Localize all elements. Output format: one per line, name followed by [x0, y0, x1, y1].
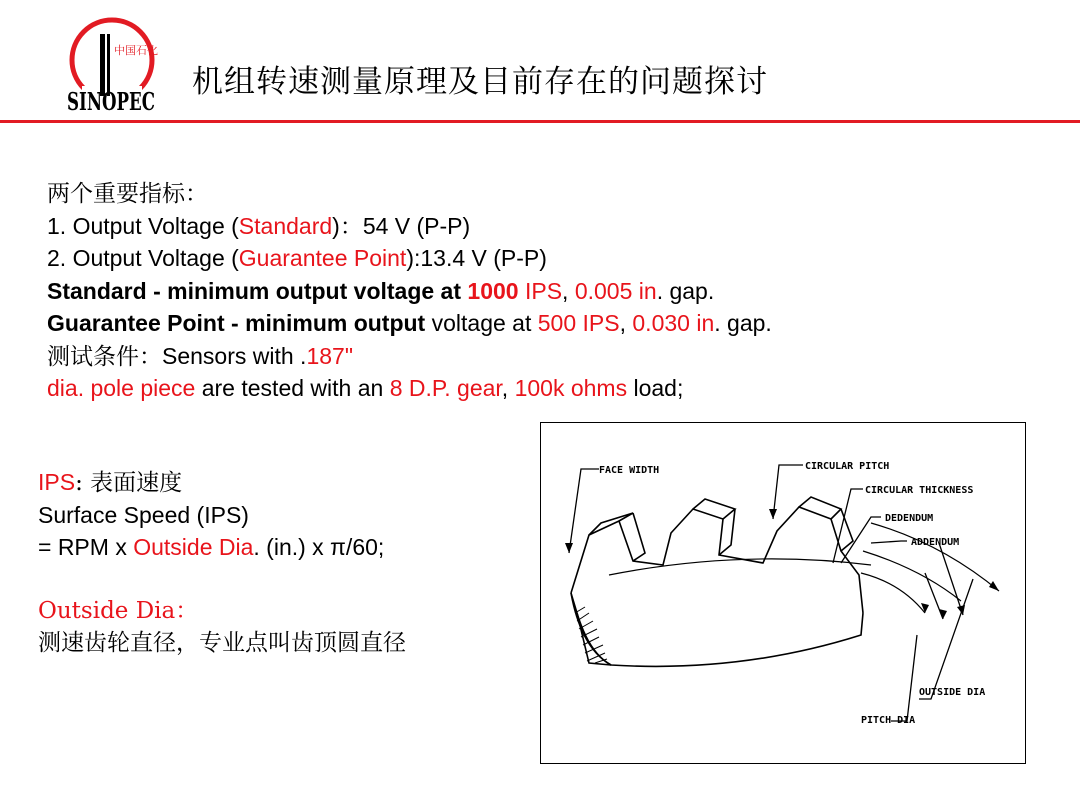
svg-text:中国石化: 中国石化 — [114, 44, 158, 57]
page-title: 机组转速测量原理及目前存在的问题探讨 — [192, 64, 768, 100]
ips-formula: = RPM x Outside Dia. (in.) x π/60; — [38, 534, 385, 560]
standard-definition: Standard - minimum output voltage at 1000 IPS, 0.005 in. gap. — [47, 278, 715, 304]
test-condition: 测试条件：Sensors with .187" — [47, 343, 353, 370]
circular-pitch-label: CIRCULAR PITCH — [805, 461, 890, 472]
outside-dia-term: Outside Dia： — [38, 598, 199, 624]
surface-speed-label: Surface Speed (IPS) — [38, 502, 249, 528]
svg-text:SINOPEC: SINOPEC — [67, 87, 155, 116]
outside-dia-definition: 测速齿轮直径，专业点叫齿顶圆直径 — [38, 630, 406, 656]
dedendum-label: DEDENDUM — [885, 513, 934, 524]
addendum-label: ADDENDUM — [911, 537, 960, 548]
indicator-item-1: 1. Output Voltage (Standard)：54 V (P-P) — [47, 213, 471, 239]
face-width-label: FACE WIDTH — [599, 465, 660, 476]
pitch-dia-label: PITCH DIA — [861, 715, 916, 726]
indicators-heading: 两个重要指标： — [47, 181, 208, 207]
outside-dia-label: OUTSIDE DIA — [919, 687, 986, 698]
circular-thickness-label: CIRCULAR THICKNESS — [865, 485, 974, 496]
sinopec-logo — [62, 14, 162, 114]
guarantee-definition: Guarantee Point - minimum output voltage at 500 IPS, 0.030 in. gap. — [47, 310, 772, 336]
test-condition-cont: dia. pole piece are tested with an 8 D.P. gear, 100k ohms load; — [47, 375, 684, 401]
ips-definition: IPS: 表面速度 — [38, 469, 183, 496]
gear-diagram — [540, 422, 1026, 764]
indicator-item-2: 2. Output Voltage (Guarantee Point):13.4 V (P-P) — [47, 245, 547, 271]
title-divider — [0, 120, 1080, 123]
